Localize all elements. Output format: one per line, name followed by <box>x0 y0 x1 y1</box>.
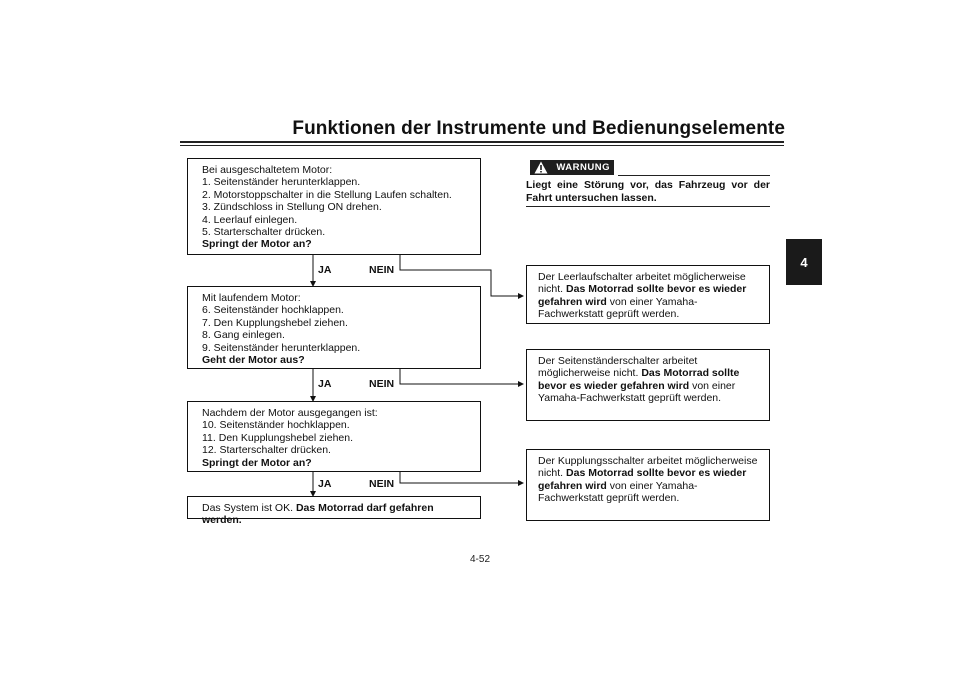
outcome-sidestand-box <box>526 349 770 421</box>
page-number: 4-52 <box>469 554 490 565</box>
step3-line: 10. Seitenständer hochklappen. <box>202 419 350 432</box>
warning-badge-label: WARNUNG <box>556 162 610 173</box>
step1-line: 4. Leerlauf einlegen. <box>202 213 298 226</box>
step3-line: 11. Den Kupplungshebel ziehen. <box>202 431 354 444</box>
result-bold: Das Motorrad darf gefahren werden. <box>202 502 434 527</box>
flow-step-2-box <box>187 286 481 369</box>
step3-line: 12. Starterschalter drücken. <box>202 444 331 457</box>
warning-triangle-icon <box>534 161 548 174</box>
step3-line: Nachdem der Motor ausgegangen ist: <box>202 407 378 419</box>
flow-result-box <box>187 496 481 527</box>
page-title: Funktionen der Instrumente und Bedienungselemente <box>292 118 785 139</box>
outcome-clutch-intro: Der Kupplungsschalter arbeitet möglicherweise nicht. <box>538 455 758 480</box>
flow-step-1-box <box>187 158 481 255</box>
warning-badge <box>530 160 614 175</box>
yes-label-3: JA <box>318 478 332 490</box>
outcome-neutral-bold: Das Motorrad sollte bevor es wieder gefahren wird <box>538 283 747 308</box>
step2-question: Geht der Motor aus? <box>202 354 305 367</box>
outcome-neutral-box <box>526 265 770 324</box>
chapter-tab: 4 <box>786 239 822 285</box>
step2-line: 7. Den Kupplungshebel ziehen. <box>202 316 348 329</box>
step1-question: Springt der Motor an? <box>202 238 312 251</box>
no-label-2: NEIN <box>369 378 395 390</box>
step1-line: Bei ausgeschaltetem Motor: <box>202 164 333 176</box>
no-connector-2 <box>400 369 523 384</box>
flow-step-3-box <box>187 401 481 472</box>
warning-rule-bottom <box>526 206 770 207</box>
yes-label-2: JA <box>318 378 332 390</box>
step2-line: 6. Seitenständer hochklappen. <box>202 304 344 317</box>
result-prefix: Das System ist OK. <box>202 502 294 514</box>
yes-label-1: JA <box>318 264 332 276</box>
step1-line: 5. Starterschalter drücken. <box>202 226 326 239</box>
no-label-3: NEIN <box>369 478 395 490</box>
outcome-sidestand-rest: von einer Yamaha-Fachwerkstatt geprüft werden. <box>538 379 736 405</box>
step2-line: 9. Seitenständer herunterklappen. <box>202 341 361 354</box>
outcome-clutch-rest: von einer Yamaha-Fachwerkstatt geprüft werden. <box>538 479 698 505</box>
no-label-1: NEIN <box>369 264 395 276</box>
warning-text: Liegt eine Störung vor, das Fahrzeug vor der Fahrt untersuchen lassen. <box>526 179 770 204</box>
step1-line: 3. Zündschloss in Stellung ON drehen. <box>202 201 382 214</box>
step2-line: Mit laufendem Motor: <box>202 292 301 304</box>
step1-line: 1. Seitenständer herunterklappen. <box>202 176 361 189</box>
outcome-sidestand-bold: Das Motorrad sollte bevor es wieder gefahren wird <box>538 367 740 392</box>
warning-rule-top <box>618 175 770 176</box>
step3-question: Springt der Motor an? <box>202 456 312 469</box>
outcome-neutral-rest: von einer Yamaha-Fachwerkstatt geprüft werden. <box>538 295 698 321</box>
outcome-neutral-intro: Der Leerlaufschalter arbeitet möglicherweise nicht. <box>538 271 746 296</box>
outcome-clutch-bold: Das Motorrad sollte bevor es wieder gefahren wird <box>538 467 747 492</box>
no-connector-3 <box>400 472 523 483</box>
outcome-clutch-box <box>526 449 770 521</box>
outcome-sidestand-intro: Der Seitenständerschalter arbeitet möglicherweise nicht. <box>538 355 698 380</box>
step2-line: 8. Gang einlegen. <box>202 329 285 342</box>
step1-line: 2. Motorstoppschalter in die Stellung Laufen schalten. <box>202 188 452 201</box>
